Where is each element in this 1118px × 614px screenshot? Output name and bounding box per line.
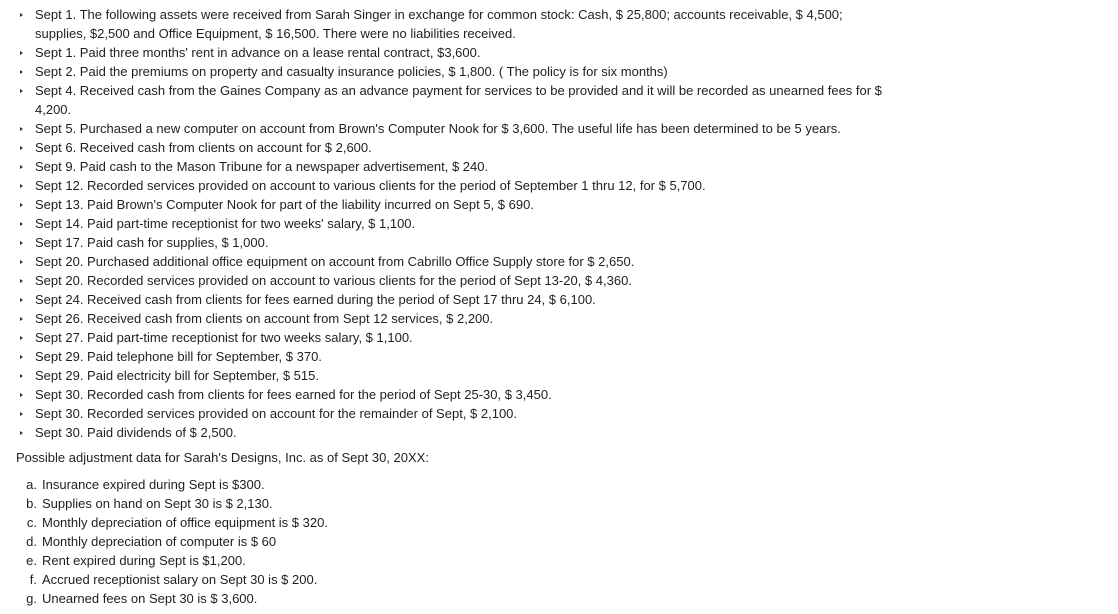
bullet-icon (20, 298, 23, 302)
transaction-text: Sept 30. Recorded services provided on account for the remainder of Sept, $ 2,100. (35, 406, 518, 421)
bullet-icon (20, 70, 23, 74)
transaction-text: Sept 1. Paid three months' rent in advance on a lease rental contract, $3,600. (35, 45, 481, 60)
adjustment-marker: b. (26, 496, 37, 511)
adjustment-marker: a. (26, 477, 37, 492)
transaction-item (16, 290, 896, 309)
adjustment-text: Accrued receptionist salary on Sept 30 is $ 200. (42, 572, 318, 587)
transaction-text: Sept 29. Paid telephone bill for September, $ 370. (35, 349, 322, 364)
adjustment-marker: e. (26, 553, 37, 568)
adjustment-marker: d. (26, 534, 37, 549)
transaction-text: Sept 29. Paid electricity bill for September, $ 515. (35, 368, 319, 383)
transaction-item (16, 309, 896, 328)
adjustment-marker: c. (26, 515, 37, 530)
transaction-text: Sept 30. Recorded cash from clients for fees earned for the period of Sept 25-30, $ 3,450. (35, 387, 552, 402)
transaction-text: Sept 17. Paid cash for supplies, $ 1,000. (35, 235, 269, 250)
transaction-text: Sept 12. Recorded services provided on account to various clients for the period of September 1 thru 12, for $ 5,700. (35, 178, 706, 193)
transaction-text: Sept 4. Received cash from the Gaines Company as an advance payment for services to be provided and it will be recorded as unearned fees for $ 4,200. (35, 83, 882, 117)
transaction-text: Sept 14. Paid part-time receptionist for two weeks' salary, $ 1,100. (35, 216, 416, 231)
transaction-item (16, 366, 896, 385)
adjustment-text: Rent expired during Sept is $1,200. (42, 553, 246, 568)
bullet-icon (20, 89, 23, 93)
transaction-item (16, 43, 896, 62)
bullet-icon (20, 412, 23, 416)
transaction-text: Sept 30. Paid dividends of $ 2,500. (35, 425, 237, 440)
adjustment-item (16, 475, 1118, 494)
bullet-icon (20, 165, 23, 169)
transaction-item (16, 252, 896, 271)
adjustment-text: Unearned fees on Sept 30 is $ 3,600. (42, 591, 258, 606)
bullet-icon (20, 336, 23, 340)
transaction-text: Sept 9. Paid cash to the Mason Tribune for a newspaper advertisement, $ 240. (35, 159, 489, 174)
transaction-text: Sept 5. Purchased a new computer on account from Brown's Computer Nook for $ 3,600. The useful life has been determined to be 5 years. (35, 121, 841, 136)
transaction-text: Sept 24. Received cash from clients for fees earned during the period of Sept 17 thru 24, $ 6,100. (35, 292, 596, 307)
adjustment-item (16, 532, 1118, 551)
bullet-icon (20, 184, 23, 188)
transaction-text: Sept 1. The following assets were received from Sarah Singer in exchange for common stock: Cash, $ 25,800; accounts receivable, $ 4,500; supplies, $2,500 and Office Equipment, $ 16,500. There were no liabilities received. (35, 7, 843, 41)
transaction-item (16, 404, 896, 423)
transaction-item (16, 138, 896, 157)
adjustment-text: Supplies on hand on Sept 30 is $ 2,130. (42, 496, 273, 511)
transaction-item (16, 347, 896, 366)
bullet-icon (20, 51, 23, 55)
adjustment-item (16, 570, 1118, 589)
bullet-icon (20, 393, 23, 397)
transaction-text: Sept 20. Purchased additional office equipment on account from Cabrillo Office Supply store for $ 2,650. (35, 254, 635, 269)
transaction-item (16, 385, 896, 404)
adjustment-marker: f. (29, 572, 37, 587)
bullet-icon (20, 146, 23, 150)
transaction-text: Sept 6. Received cash from clients on account for $ 2,600. (35, 140, 372, 155)
transaction-item (16, 271, 896, 290)
transaction-item (16, 233, 896, 252)
transaction-item (16, 176, 896, 195)
transactions-list (16, 5, 896, 442)
adjustment-text: Insurance expired during Sept is $300. (42, 477, 265, 492)
transaction-item (16, 423, 896, 442)
adjustment-marker: g. (26, 591, 37, 606)
transaction-item (16, 62, 896, 81)
adjustment-intro: Possible adjustment data for Sarah's Designs, Inc. as of Sept 30, 20XX: (16, 450, 429, 465)
bullet-icon (20, 355, 23, 359)
transaction-text: Sept 20. Recorded services provided on account to various clients for the period of Sept 13-20, $ 4,360. (35, 273, 632, 288)
bullet-icon (20, 241, 23, 245)
adjustment-text: Monthly depreciation of computer is $ 60 (42, 534, 277, 549)
adjustment-item (16, 589, 1118, 608)
transaction-item (16, 214, 896, 233)
adjustment-item (16, 551, 1118, 570)
transaction-item (16, 157, 896, 176)
bullet-icon (20, 222, 23, 226)
adjustment-item (16, 494, 1118, 513)
transaction-text: Sept 26. Received cash from clients on account from Sept 12 services, $ 2,200. (35, 311, 494, 326)
bullet-icon (20, 203, 23, 207)
transaction-item (16, 5, 896, 43)
adjustment-text: Monthly depreciation of office equipment is $ 320. (42, 515, 328, 530)
transaction-item (16, 81, 896, 119)
transaction-item (16, 119, 896, 138)
transaction-text: Sept 27. Paid part-time receptionist for two weeks salary, $ 1,100. (35, 330, 413, 345)
bullet-icon (20, 374, 23, 378)
transaction-item (16, 195, 896, 214)
adjustment-item (16, 513, 1118, 532)
bullet-icon (20, 127, 23, 131)
transaction-text: Sept 13. Paid Brown's Computer Nook for part of the liability incurred on Sept 5, $ 690. (35, 197, 534, 212)
bullet-icon (20, 431, 23, 435)
bullet-icon (20, 260, 23, 264)
transaction-text: Sept 2. Paid the premiums on property and casualty insurance policies, $ 1,800. ( The policy is for six months) (35, 64, 668, 79)
adjustments-list (16, 475, 1118, 608)
bullet-icon (20, 13, 23, 17)
bullet-icon (20, 317, 23, 321)
transaction-item (16, 328, 896, 347)
bullet-icon (20, 279, 23, 283)
